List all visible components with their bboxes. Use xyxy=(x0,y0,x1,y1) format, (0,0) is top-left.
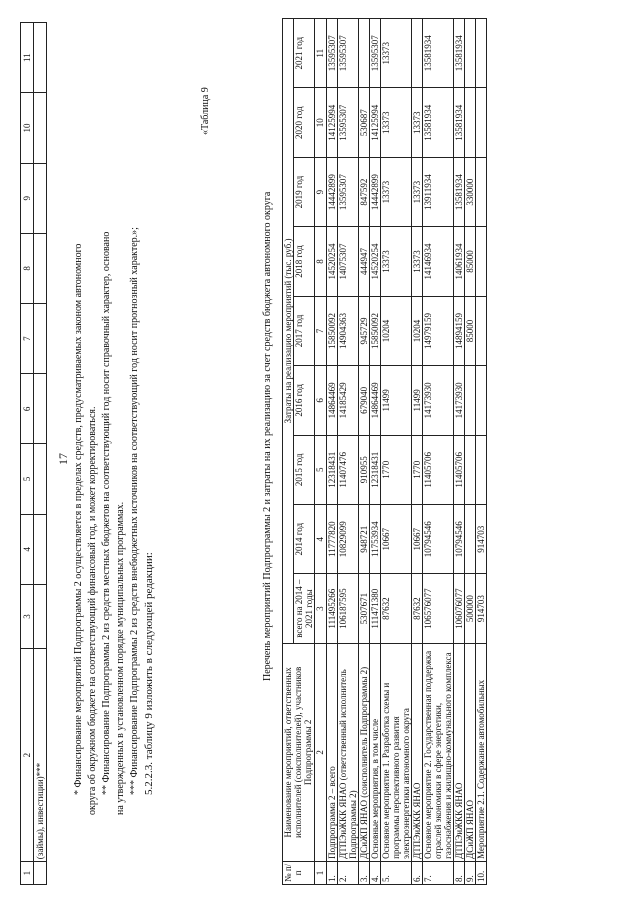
row-value: 14864469 xyxy=(327,366,338,435)
col-index: 9 xyxy=(21,163,34,233)
row-value: 847592 xyxy=(359,157,370,226)
row-value xyxy=(465,435,476,504)
row-value: 11777820 xyxy=(327,505,338,574)
header-year: 2016 год xyxy=(294,366,315,435)
header-year: 2015 год xyxy=(294,435,315,504)
row-value: 11407476 xyxy=(338,435,359,504)
row-value: 10667 xyxy=(412,505,423,574)
header-year: 2014 год xyxy=(294,505,315,574)
col-index: 3 xyxy=(21,584,34,648)
table-row xyxy=(327,19,338,885)
row-value: 14173930 xyxy=(454,366,465,435)
table-row xyxy=(412,19,423,885)
cell-text: (займы), инвестиции)*** xyxy=(34,649,47,862)
row-value: 111471380 xyxy=(370,574,381,643)
row-value: 14185429 xyxy=(338,366,359,435)
row-value: 10204 xyxy=(412,296,423,365)
row-value: 12318431 xyxy=(370,435,381,504)
footnote-3: *** Финансирование Подпрограммы 2 из средств внебюджетных источников на соответствующий год носит прогнозный характер.»; xyxy=(129,227,140,795)
row-value: 945729 xyxy=(359,296,370,365)
col-index: 5 xyxy=(21,444,34,514)
page-number: 17 xyxy=(56,453,70,465)
row-value: 1770 xyxy=(412,435,423,504)
row-number: 10. xyxy=(476,861,487,884)
row-value: 106076077 xyxy=(454,574,465,643)
header-year: 2018 год xyxy=(294,227,315,296)
row-value: 13595307 xyxy=(338,157,359,226)
row-value: 87632 xyxy=(381,574,412,643)
row-value: 14125994 xyxy=(327,88,338,157)
row-value: 11405706 xyxy=(454,435,465,504)
row-value: 14075307 xyxy=(338,227,359,296)
row-number: 6. xyxy=(412,861,423,884)
row-value: 14173930 xyxy=(423,366,454,435)
row-value: 13581934 xyxy=(423,88,454,157)
row-value xyxy=(412,19,423,88)
table-row xyxy=(370,19,381,885)
continuation-table xyxy=(20,22,47,885)
row-value: 914703 xyxy=(476,574,487,643)
row-value: 330000 xyxy=(465,157,476,226)
col-index: 7 xyxy=(21,304,34,374)
header-year: 2021 год xyxy=(294,19,315,88)
col-index: 4 xyxy=(21,514,34,584)
row-value: 13595307 xyxy=(370,19,381,88)
header-year: 2017 год xyxy=(294,296,315,365)
row-value: 13581934 xyxy=(454,88,465,157)
row-value: 1770 xyxy=(381,435,412,504)
table-row xyxy=(338,19,359,885)
row-value xyxy=(465,88,476,157)
col-index: 8 xyxy=(21,233,34,303)
table-label: «Таблица 9 xyxy=(200,87,211,135)
row-value: 14904363 xyxy=(338,296,359,365)
row-name: ДСиЖП ЯНАО (соисполнитель Подпрограммы 2) xyxy=(359,643,370,861)
row-value: 11405706 xyxy=(423,435,454,504)
row-value: 12318431 xyxy=(327,435,338,504)
row-value: 14520254 xyxy=(327,227,338,296)
table-row xyxy=(423,19,454,885)
row-name: Основное мероприятие 2. Государственная поддержка отраслей экономики в сфере энергетики, газоснабжения и жилищно-коммунального комплекса xyxy=(423,643,454,861)
row-value: 14442899 xyxy=(370,157,381,226)
row-name: ДТПЭиЖКК ЯНАО xyxy=(454,643,465,861)
row-value: 948721 xyxy=(359,505,370,574)
row-value: 11753934 xyxy=(370,505,381,574)
row-number: 8. xyxy=(454,861,465,884)
row-value: 914703 xyxy=(476,505,487,574)
row-value: 13581934 xyxy=(423,19,454,88)
row-value: 14894159 xyxy=(454,296,465,365)
col-index: 6 xyxy=(21,374,34,444)
table-row xyxy=(359,19,370,885)
row-value: 10667 xyxy=(381,505,412,574)
row-value: 13595307 xyxy=(338,88,359,157)
table-row xyxy=(34,23,47,885)
row-value: 5307671 xyxy=(359,574,370,643)
row-value: 15850092 xyxy=(327,296,338,365)
row-number: 5. xyxy=(381,861,412,884)
costs-table xyxy=(282,18,487,885)
header-costs: Затраты на реализацию мероприятий (тыс. руб.) xyxy=(283,19,294,644)
row-value: 14442899 xyxy=(327,157,338,226)
row-value: 106187595 xyxy=(338,574,359,643)
row-value: 106576077 xyxy=(423,574,454,643)
row-value: 11499 xyxy=(412,366,423,435)
row-value: 10794546 xyxy=(454,505,465,574)
row-value: 679040 xyxy=(359,366,370,435)
row-value: 13911934 xyxy=(423,157,454,226)
row-value: 14061934 xyxy=(454,227,465,296)
row-name: ДТПЭиЖКК ЯНАО (ответственный исполнитель Подпрограммы 2) xyxy=(338,643,359,861)
row-value: 14146934 xyxy=(423,227,454,296)
row-value: 13595307 xyxy=(338,19,359,88)
row-number: 4. xyxy=(370,861,381,884)
row-value: 14520254 xyxy=(370,227,381,296)
row-value: 13373 xyxy=(412,227,423,296)
row-value: 444947 xyxy=(359,227,370,296)
row-number: 3. xyxy=(359,861,370,884)
col-index: 11 xyxy=(21,23,34,93)
row-value: 10794546 xyxy=(423,505,454,574)
row-number: 9. xyxy=(465,861,476,884)
footnote-2: ** Финансирование Подпрограммы 2 из средств местных бюджетов на соответствующий год носит справочный характер, основано xyxy=(101,231,112,795)
row-number: 1. xyxy=(327,861,338,884)
header-year: 2020 год xyxy=(294,88,315,157)
instruction-text: 5.2.2.3. таблицу 9 изложить в следующей редакции: xyxy=(143,552,155,795)
row-value: 13373 xyxy=(412,88,423,157)
index-row: 1 2 3 4 5 6 7 8 9 10 11 xyxy=(315,19,327,885)
row-value: 10829099 xyxy=(338,505,359,574)
row-value: 10204 xyxy=(381,296,412,365)
row-value xyxy=(476,435,487,504)
row-value: 500000 xyxy=(465,574,476,643)
row-number: 7. xyxy=(423,861,454,884)
header-total: всего на 2014 – 2021 годы xyxy=(294,574,315,643)
row-number: 2. xyxy=(338,861,359,884)
row-value: 13581934 xyxy=(454,157,465,226)
row-value xyxy=(476,157,487,226)
row-value xyxy=(476,296,487,365)
col-index: 1 xyxy=(21,862,34,885)
row-value: 13373 xyxy=(381,19,412,88)
row-name: ДТПЭиЖКК ЯНАО xyxy=(412,643,423,861)
table-row xyxy=(476,19,487,885)
row-name: Основное мероприятие 1. Разработка схемы и программы перспективного развития электроэнергетики автономного округа xyxy=(381,643,412,861)
footnote-1: * Финансирование мероприятий Подпрограммы 2 осуществляется в пределах средств, предусматриваемых законом автономного xyxy=(73,243,84,795)
row-name: Основные мероприятия, в том числе xyxy=(370,643,381,861)
header-name: Наименование мероприятий, ответственных исполнителей (соисполнителей), участников Подпрограммы 2 xyxy=(283,643,315,861)
row-name: Подпрограмма 2 – всего xyxy=(327,643,338,861)
row-value: 13373 xyxy=(381,157,412,226)
row-value: 85000 xyxy=(465,296,476,365)
row-value xyxy=(359,19,370,88)
table-header-row xyxy=(283,19,294,885)
row-value xyxy=(476,88,487,157)
row-value xyxy=(476,366,487,435)
header-num: № п/п xyxy=(283,861,315,884)
footnote-1-cont: округа об окружном бюджете на соответствующий финансовый год, и может корректироваться. xyxy=(87,406,98,815)
row-name: Мероприятие 2.1. Содержание автомобильных xyxy=(476,643,487,861)
table-row xyxy=(454,19,465,885)
row-value: 13373 xyxy=(381,88,412,157)
row-value xyxy=(465,505,476,574)
row-value: 910955 xyxy=(359,435,370,504)
row-value: 14979159 xyxy=(423,296,454,365)
table-row xyxy=(465,19,476,885)
footnote-2-cont: на утвержденных в установленном порядке муниципальных программах. xyxy=(115,501,126,815)
table-header-row xyxy=(21,23,34,885)
table-row xyxy=(381,19,412,885)
row-value xyxy=(465,19,476,88)
row-value xyxy=(476,227,487,296)
row-value: 11499 xyxy=(381,366,412,435)
col-index: 10 xyxy=(21,93,34,163)
col-index: 2 xyxy=(21,649,34,862)
row-value xyxy=(476,19,487,88)
row-value: 13373 xyxy=(412,157,423,226)
row-value xyxy=(465,366,476,435)
row-value: 14864469 xyxy=(370,366,381,435)
header-year: 2019 год xyxy=(294,157,315,226)
table-caption: Перечень мероприятий Подпрограммы 2 и затраты на их реализацию за счет средств бюджета автономного округа xyxy=(262,191,273,681)
row-value: 13373 xyxy=(381,227,412,296)
row-value: 13581934 xyxy=(454,19,465,88)
row-value: 14125994 xyxy=(370,88,381,157)
row-value: 85000 xyxy=(465,227,476,296)
row-value: 111495266 xyxy=(327,574,338,643)
row-name: ДСиЖП ЯНАО xyxy=(465,643,476,861)
row-value: 530687 xyxy=(359,88,370,157)
row-value: 87632 xyxy=(412,574,423,643)
row-value: 13595307 xyxy=(327,19,338,88)
row-value: 15850092 xyxy=(370,296,381,365)
